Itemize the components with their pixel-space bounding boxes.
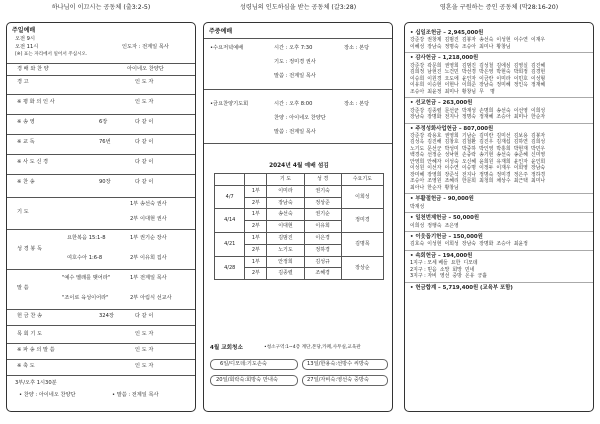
duty-wed-prayer: 장상순 [341,256,383,280]
duty-prayer: 안정희 [267,256,304,268]
order-item-number: 6장 [99,119,108,125]
prayer-label: 기 도 [17,209,29,215]
cleaning-title: 4월 교회청소 [210,345,243,351]
col-date [215,174,245,186]
wed-word: 말씀 : 전계일 목사 [274,73,316,79]
wed-label: •수요저녁예배 [210,45,244,51]
cleaning-2: 13일/한용숙:선방수 씨방숙 [307,361,369,367]
duty-service: 2부 [245,268,267,280]
sermon-2-preacher: 2부 아림식 선교사 [130,295,172,301]
duty-service: 1부 [245,232,267,244]
order-item-label: ※ 평 화 의 인 사 [17,99,55,105]
col-prayer: 기 도 [267,174,304,186]
duty-date: 4/28 [215,256,245,280]
sunday-worship-panel [6,22,196,412]
offering-names: 강준강 곽문희 권영희 김범진 김성철 김에심 김영실 김진혜 김희정 남현진 노건민 박선경 박은영 박현숙 박희정 김경현 이승희 이원경 오도에 윤인자 이금란 이미라 이민호 이성형 이유희 이승현 이현나 이희준 장남숙 정미혜 정인옥 정재혜 조승아 최윤정 최미나 황창님 무 명 [410,62,546,95]
duty-table [214,173,384,280]
fri-praise: 찬양 : 아이네오 찬양단 [274,115,326,121]
offering-hymn-number: 324장 [99,313,114,319]
wed-place: 장소 : 본당 [344,45,370,51]
order-item-who: 인 도 자 [135,99,154,105]
fri-label: •금요찬양기도회 [210,101,249,107]
duty-bible: 이은경 [304,232,341,244]
third-service-word: • 말씀 : 전계일 목사 [112,392,159,398]
duty-bible: 권기숙 [304,185,341,197]
sermon-2: "조이로 육성이어라" [62,295,109,301]
offering-entry [410,30,592,50]
fri-place: 장소 : 본당 [344,101,370,107]
offering-names: 강준강 곽용호 권영희 기남순 김미란 김미선 김보용 김봉자 김성옥 김진해 김창호 김철환 김진우 김재섭 김하연 김희성 노기도 문선군 박성미 박중하 박인영 박홍희 박현재 박민우 백경숙 선정순 성낙현 손중락 송기현 송선숙 송준혜 신미영 안영희 안혜자 이성숙 오신혜 윤희원 유재희 윤인자 윤인희 이성원 이선자 이수연 이승명 이정두 이재우 이희영 장남숙 장미혜 장영희 장준석 전지나 정명숙 정미경 정은주 정하경 조승아 조영원 조혜리 한문희 최청희 채상수 최근택 최미나 최아나 한순자 황창님 [410,132,546,191]
duty-prayer: 이미라 [267,185,304,197]
offering-hymn-label: 헌 금 찬 송 [17,313,42,319]
offering-entry [410,55,592,95]
duty-bible: 이유희 [304,221,341,233]
sermon-1-preacher: 1부 전계일 목사 [130,275,167,281]
weekday-worship-panel [203,22,393,412]
bible-1-reader: 1부 권기순 장사 [130,235,167,241]
offering-entry [410,285,592,292]
offerings-panel [404,22,594,412]
order-item-who: 다 같 이 [135,139,154,145]
sermon-label: 말 씀 [17,285,29,291]
offering-entry [410,196,592,210]
order-header-b: 아이네오 찬양단 [127,66,164,72]
leader-line: 인도자 : 전계일 목사 [122,44,169,50]
prayer-2: 2부 이대현 권사 [130,216,167,222]
duty-bible: 조혜경 [304,268,341,280]
offering-entry [410,253,592,280]
prayer-1: 1부 송선숙 권사 [130,201,167,207]
duty-bible: 정상준 [304,197,341,209]
offering-title: • 부활절헌금 – 90,000원 [410,196,474,203]
bible-1: 요한복음 15:1-8 [67,235,106,241]
duty-date: 4/14 [215,209,245,233]
duty-wed-prayer: 이희성 [341,185,383,209]
bible-2: 여호수아 1:6-8 [67,255,103,261]
order-item-who: 인 도 자 [135,347,154,353]
third-service-praise: • 찬양 : 아이네오 찬양단 [19,392,76,398]
offering-entry [410,126,592,192]
wed-time: 시간 : 오후 7:30 [274,45,313,51]
duty-title: 2024년 4월 예배 섬김 [269,163,329,169]
duty-prayer: 이대현 [267,221,304,233]
order-item-label: ※ 교 독 [17,139,35,145]
duty-prayer: 김범진 [267,232,304,244]
order-item-label: ※ 축 도 [17,363,35,369]
cleaning-1: 6일/디모데:기도손숙 [220,361,267,367]
col-bible: 성 경 [304,174,341,186]
offering-title: • 선교헌금 – 263,000원 [410,100,473,107]
duty-wed-prayer: 정미경 [341,209,383,233]
panel-title: 주중예배 [209,28,233,35]
time-line-2: 오전 11시 [15,44,39,50]
wed-prayer: 기도 : 정미경 권사 [274,59,316,65]
duty-prayer: 노기도 [267,244,304,256]
duty-bible: 권기순 [304,209,341,221]
cleaning-note: •청소구역:1~4층 계단,본당,카페,사무실,교육관 [264,345,361,350]
order-header-a: 경 배 와 찬 양 [17,66,49,72]
duty-date: 4/21 [215,232,245,256]
offering-title: • 주정성화사업헌금 – 807,000원 [410,125,494,132]
col-wed-prayer: 수요기도 [341,174,383,186]
fri-time: 시간 : 오후 8:00 [274,101,313,107]
offering-title: • 감사헌금 – 1,218,000원 [410,55,479,62]
order-item-number: 76번 [99,139,111,145]
third-service: 3부/오후 1시30분 [15,380,57,386]
order-item-who: 다 같 이 [135,159,154,165]
bible-2-reader: 2부 이유희 집사 [130,255,167,261]
duty-bible: 김성규 [304,256,341,268]
offering-names: 1지구 : 모세 베들 요한 디모데 2지구 : 믿음 소망 회망 민네 3지구 : 자비 영선 중방 온유 긍휼 [410,260,487,280]
duty-service: 2부 [245,221,267,233]
offering-title: • 일천번제헌금 – 50,000원 [410,215,480,222]
offering-hymn-who: 다 같 이 [135,313,154,319]
order-item-number: 90장 [99,179,111,185]
order-item-label: 목 회 기 도 [17,331,42,337]
duty-prayer: 김종렬 [267,268,304,280]
page-header [0,4,600,18]
offering-title: • 십일조헌금 – 2,945,000원 [410,30,484,36]
order-item-label: ※ 사 도 신 경 [17,159,48,165]
offering-entry [410,100,592,120]
col-service [245,174,267,186]
header-center: 성령님의 인도하심을 받는 공동체 (갈3:28) [239,4,357,11]
order-item-who: 인 도 자 [135,331,154,337]
offering-entry [410,215,592,229]
sermon-1: "예수 멜래를 맺어라" [62,275,111,281]
offering-names: 박재성 [410,203,425,210]
order-item-who: 인 도 자 [135,363,154,369]
cleaning-3: 20일/회락숙:회방숙 만내숙 [216,377,278,383]
duty-date: 4/7 [215,185,245,209]
offering-names: 이희성 정행숙 조은영 [410,222,459,229]
duty-prayer: 송선숙 [267,209,304,221]
order-item-label: ※ 송 영 [17,119,35,125]
duty-service: 2부 [245,244,267,256]
offering-names: 강준강 김종렬 문선균 박재성 손명희 송선숙 이선영 이희성 장남숙 장명화 전지나 정명숙 정재혜 조승아 최미나 한순자 [410,107,546,121]
duty-service: 1부 [245,185,267,197]
duty-bible: 정하경 [304,244,341,256]
header-left: 하나님이 이끄시는 공동체 (출3:2-5) [51,4,151,11]
offering-title: • 속회헌금 – 194,000원 [410,252,473,259]
duty-wed-prayer: 김명목 [341,232,383,256]
cleaning-4: 27일/자비숙:영선숙 중방숙 [307,377,369,383]
duty-service: 1부 [245,209,267,221]
time-line-1: 오전 9시 [15,36,35,42]
order-item-label: ※ 찬 송 [17,179,35,185]
offering-title: • 이웃돕기헌금 – 150,000원 [410,234,483,241]
bible-label: 성 경 봉 독 [17,246,42,252]
header-right: 영혼을 구원하는 증인 공동체 (막28:16-20) [439,4,559,11]
offering-title: • 헌금합계 – 5,719,400원 (교육부 포함) [410,284,513,291]
offering-names: 강준강 권창제 김범진 김봉자 송선숙 이성현 이수연 이재우 이혜성 장남숙 정명숙 조승아 최미나 황창님 [410,37,546,50]
fri-word: 말씀 : 전계일 목사 [274,129,316,135]
order-item-who: 인 도 자 [135,79,154,85]
offering-entry [410,234,592,248]
order-item-who: 다 같 이 [135,179,154,185]
order-item-label: ※ 파 송 의 말 씀 [17,347,55,353]
order-item-who: 다 같 이 [135,119,154,125]
panel-title: 주일예배 [12,27,36,34]
stand-note: [※] 표는 자리에서 일어서 주십시오. [15,52,88,57]
duty-prayer: 장남숙 [267,197,304,209]
duty-service: 2부 [245,197,267,209]
order-item-label: 경 고 [17,79,29,85]
duty-service: 1부 [245,256,267,268]
offering-names: 김호숙 이성현 이희성 장남숙 장명화 조승아 최윤정 [410,241,528,248]
